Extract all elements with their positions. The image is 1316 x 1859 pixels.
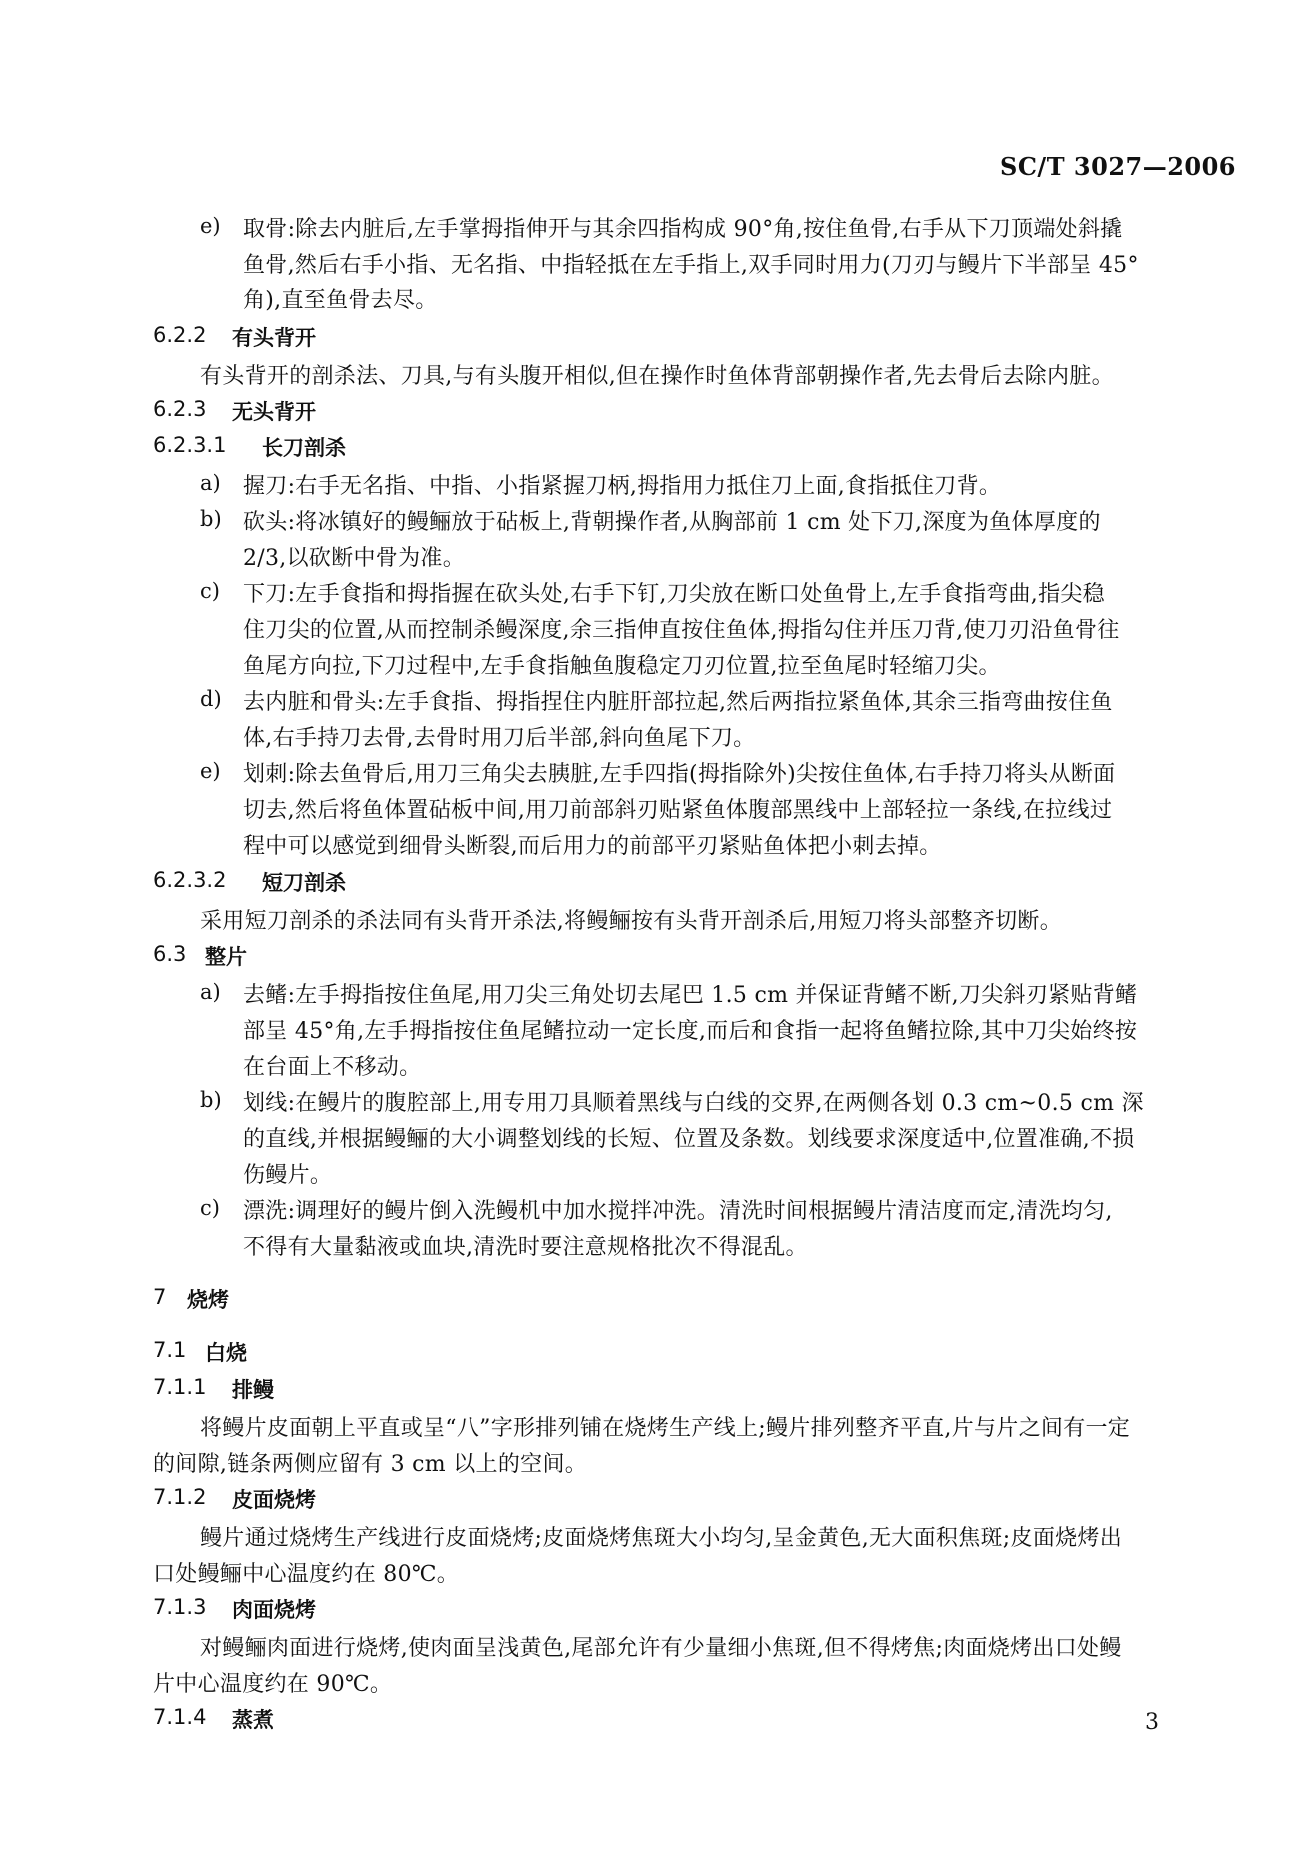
section-number: 7.1.3	[153, 1595, 207, 1619]
list-item-line: 在台面上不移动。	[243, 1055, 422, 1080]
list-item-line: 住刀尖的位置,从而控制杀鳗深度,余三指伸直按住鱼体,拇指勾住并压刀背,使刀刃沿鱼骨往	[243, 618, 1120, 643]
list-item-line: 体,右手持刀去骨,去骨时用刀后半部,斜向鱼尾下刀。	[243, 726, 756, 751]
list-label: b)	[200, 507, 222, 531]
list-label: c)	[200, 1196, 220, 1220]
paragraph-line: 将鳗片皮面朝上平直或呈“八”字形排列铺在烧烤生产线上;鳗片排列整齐平直,片与片之间有一定	[200, 1416, 1131, 1441]
section-number: 6.2.3.2	[153, 868, 227, 892]
paragraph-line: 采用短刀剖杀的杀法同有头背开杀法,将鳗鲡按有头背开剖杀后,用短刀将头部整齐切断。	[200, 909, 1062, 934]
paragraph-line: 的间隙,链条两侧应留有 3 cm 以上的空间。	[153, 1452, 588, 1477]
list-label: b)	[200, 1088, 222, 1112]
section-title: 肉面烧烤	[232, 1598, 316, 1622]
list-item-line: 握刀:右手无名指、中指、小指紧握刀柄,拇指用力抵住刀上面,食指抵住刀背。	[243, 474, 1002, 499]
section-title: 无头背开	[232, 400, 316, 424]
list-item-line: 不得有大量黏液或血块,清洗时要注意规格批次不得混乱。	[243, 1235, 808, 1260]
section-title: 整片	[205, 945, 247, 969]
list-item-line: 鱼尾方向拉,下刀过程中,左手食指触鱼腹稳定刀刃位置,拉至鱼尾时轻缩刀尖。	[243, 654, 1001, 679]
list-item-line: 去鳍:左手拇指按住鱼尾,用刀尖三角处切去尾巴 1.5 cm 并保证背鳍不断,刀尖斜刃紧贴背鳍	[243, 983, 1138, 1008]
paragraph-line: 有头背开的剖杀法、刀具,与有头腹开相似,但在操作时鱼体背部朝操作者,先去骨后去除内脏。	[200, 364, 1114, 389]
section-number: 7.1	[153, 1338, 187, 1362]
list-item-line: 的直线,并根据鳗鲡的大小调整划线的长短、位置及条数。划线要求深度适中,位置准确,不损	[243, 1127, 1135, 1152]
list-label: a)	[200, 980, 221, 1004]
section-title: 长刀剖杀	[262, 436, 346, 460]
list-label: d)	[200, 687, 222, 711]
section-number: 6.3	[153, 942, 187, 966]
document-header: SC/T 3027—2006	[1000, 152, 1237, 181]
section-title: 白烧	[205, 1341, 247, 1365]
list-item-line: 鱼骨,然后右手小指、无名指、中指轻抵在左手指上,双手同时用力(刀刃与鳗片下半部呈 45°	[243, 253, 1139, 278]
list-item-line: 去内脏和骨头:左手食指、拇指捏住内脏肝部拉起,然后两指拉紧鱼体,其余三指弯曲按住鱼	[243, 690, 1113, 715]
list-item-line: 角),直至鱼骨去尽。	[243, 288, 438, 313]
section-number: 7.1.1	[153, 1375, 207, 1399]
section-number: 6.2.2	[153, 323, 207, 347]
list-item-line: 下刀:左手食指和拇指握在砍头处,右手下钉,刀尖放在断口处鱼骨上,左手食指弯曲,指尖稳	[243, 582, 1105, 607]
section-title: 短刀剖杀	[262, 871, 346, 895]
section-number: 7.1.2	[153, 1485, 207, 1509]
list-item-line: 切去,然后将鱼体置砧板中间,用刀前部斜刃贴紧鱼体腹部黑线中上部轻拉一条线,在拉线过	[243, 798, 1113, 823]
list-item-line: 砍头:将冰镇好的鳗鲡放于砧板上,背朝操作者,从胸部前 1 cm 处下刀,深度为鱼体厚度的	[243, 510, 1101, 535]
list-item-line: 2/3,以砍断中骨为准。	[243, 546, 465, 571]
list-item-line: 漂洗:调理好的鳗片倒入洗鳗机中加水搅拌冲洗。清洗时间根据鳗片清洁度而定,清洗均匀,	[243, 1199, 1113, 1224]
list-label: c)	[200, 579, 220, 603]
paragraph-line: 口处鳗鲡中心温度约在 80℃。	[153, 1562, 460, 1587]
list-item-line: 程中可以感觉到细骨头断裂,而后用力的前部平刃紧贴鱼体把小刺去掉。	[243, 834, 942, 859]
list-label: a)	[200, 471, 221, 495]
section-number: 7.1.4	[153, 1705, 207, 1729]
list-label: e)	[200, 759, 221, 783]
paragraph-line: 鳗片通过烧烤生产线进行皮面烧烤;皮面烧烤焦斑大小均匀,呈金黄色,无大面积焦斑;皮面烧烤出	[200, 1526, 1123, 1551]
section-number: 6.2.3.1	[153, 433, 227, 457]
list-item-line: 划线:在鳗片的腹腔部上,用专用刀具顺着黑线与白线的交界,在两侧各划 0.3 cm~0.5 cm 深	[243, 1091, 1144, 1116]
list-item-line: 伤鳗片。	[243, 1163, 333, 1188]
section-title: 蒸煮	[232, 1708, 274, 1732]
section-number: 6.2.3	[153, 397, 207, 421]
section-title: 皮面烧烤	[232, 1488, 316, 1512]
paragraph-line: 片中心温度约在 90℃。	[153, 1672, 393, 1697]
list-item-line: 划刺:除去鱼骨后,用刀三角尖去胰脏,左手四指(拇指除外)尖按住鱼体,右手持刀将头从断面	[243, 762, 1116, 787]
section-title: 烧烤	[187, 1288, 229, 1312]
paragraph-line: 对鳗鲡肉面进行烧烤,使肉面呈浅黄色,尾部允许有少量细小焦斑,但不得烤焦;肉面烧烤出口处鳗	[200, 1636, 1122, 1661]
section-title: 排鳗	[232, 1378, 274, 1402]
list-item-line: 取骨:除去内脏后,左手掌拇指伸开与其余四指构成 90°角,按住鱼骨,右手从下刀顶端处斜撬	[243, 217, 1123, 242]
section-title: 有头背开	[232, 326, 316, 350]
page-number: 3	[1145, 1710, 1159, 1735]
list-item-line: 部呈 45°角,左手拇指按住鱼尾鳍拉动一定长度,而后和食指一起将鱼鳍拉除,其中刀尖始终按	[243, 1019, 1138, 1044]
section-number: 7	[153, 1285, 167, 1309]
list-label: e)	[200, 214, 221, 238]
